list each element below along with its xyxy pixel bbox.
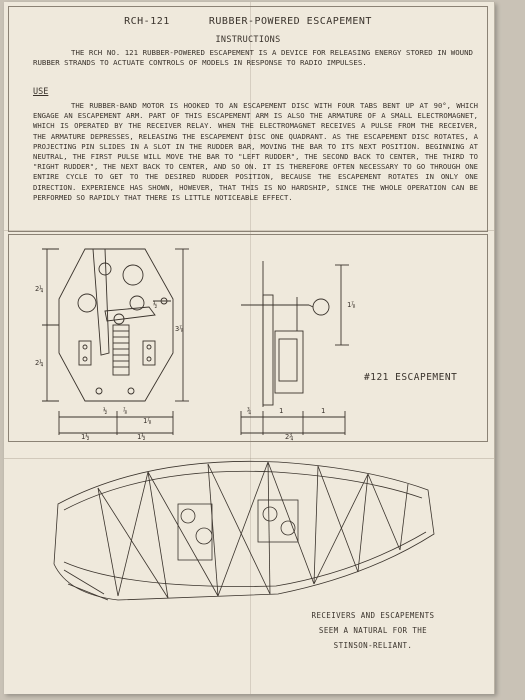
use-paragraph: THE RUBBER-BAND MOTOR IS HOOKED TO AN ESCAPEMENT DISC WITH FOUR TABS BENT UP AT 90°, WHICH ENGAGE AN ESCAPEMENT ARM. PART OF THIS ESCAPEMENT ARM IS ALSO THE ARMATURE OF A SMALL ELECTROMAGNET, WHICH IS OPERATED BY THE RECEIVER RELAY. WHEN THE ELECTROMAGNET RECEIVES A PULSE FROM THE RECEIVER, THE ARMATURE DEPRESSES, RELEASING THE ESCAPEMENT DISC ONE QUADRANT. AS THE ESCAPEMENT DISC ROTATES, A PROJECTING PIN SLIDES IN A SLOT IN THE RUDDER BAR, MOVING THE BAR TO ITS NEXT POSITION. BEGINNING AT NEUTRAL, THE FIRST PULSE WILL MOVE THE BAR TO "LEFT RUDDER", THE SECOND BACK TO CENTER, THE THIRD TO "RIGHT RUDDER", THE NEXT BACK TO CENTER, AND SO ON. IT IS THEREFORE OFTEN NECESSARY TO GO THROUGH ONE ENTIRE CYCLE TO GET TO THE DESIRED RUDDER POSITION, BECAUSE THE ESCAPEMENT ROTATES IN ONLY ONE DIRECTION. EXPERIENCE HAS SHOWN, HOWEVER, THAT THIS IS NO HARDSHIP, SINCE THE WHOLE OPERATION CAN BE PERFORMED SO RAPIDLY THAT THERE IS LITTLE NOTICEABLE EFFECT. — [33, 101, 478, 202]
diagram-caption: #121 ESCAPEMENT — [364, 372, 458, 383]
electromagnet-coil — [113, 325, 129, 375]
escapement-diagram-panel — [8, 234, 488, 442]
use-heading: USE — [33, 87, 49, 97]
dim-side-c: 1 — [321, 407, 326, 415]
dim-side-b: 1 — [279, 407, 284, 415]
dim-bottom-b: ⅞ — [123, 407, 128, 415]
dim-bottom-a: ½ — [103, 407, 108, 415]
illustration-caption — [298, 608, 448, 653]
dim-side-height: 1⅞ — [347, 301, 356, 309]
instructions-panel — [8, 6, 488, 232]
dim-left-bottom: 2¼ — [35, 359, 44, 367]
dim-width-right: 1½ — [137, 433, 146, 441]
escapement-drawing — [9, 235, 487, 441]
dim-side-a: ¾ — [247, 407, 252, 415]
dim-front-half: ½ — [153, 301, 158, 309]
dim-bottom-c: 1⅞ — [143, 417, 152, 425]
intro-paragraph: THE RCH NO. 121 RUBBER-POWERED ESCAPEMENT IS A DEVICE FOR RELEASING ENERGY STORED IN WOUND RUBBER STRANDS TO ACTUATE CONTROLS OF MODELS IN RESPONSE TO RADIO IMPULSES. — [33, 48, 473, 67]
instruction-sheet — [4, 2, 495, 694]
caption-line-1: RECEIVERS AND ESCAPEMENTS — [311, 611, 435, 620]
caption-line-3: STINSON-RELIANT. — [333, 641, 413, 650]
dim-left-top: 2¼ — [35, 285, 44, 293]
fuselage-illustration — [8, 444, 486, 604]
fuselage-illustration-panel — [8, 444, 486, 662]
dim-width-left: 1½ — [81, 433, 90, 441]
dim-side-total: 2¾ — [285, 433, 294, 441]
document-subtitle: INSTRUCTIONS — [215, 35, 281, 45]
dim-center-right: 3⅞ — [175, 325, 184, 333]
document-title: RCH-121 RUBBER-POWERED ESCAPEMENT — [124, 16, 372, 27]
caption-line-2: SEEM A NATURAL FOR THE — [318, 626, 428, 635]
